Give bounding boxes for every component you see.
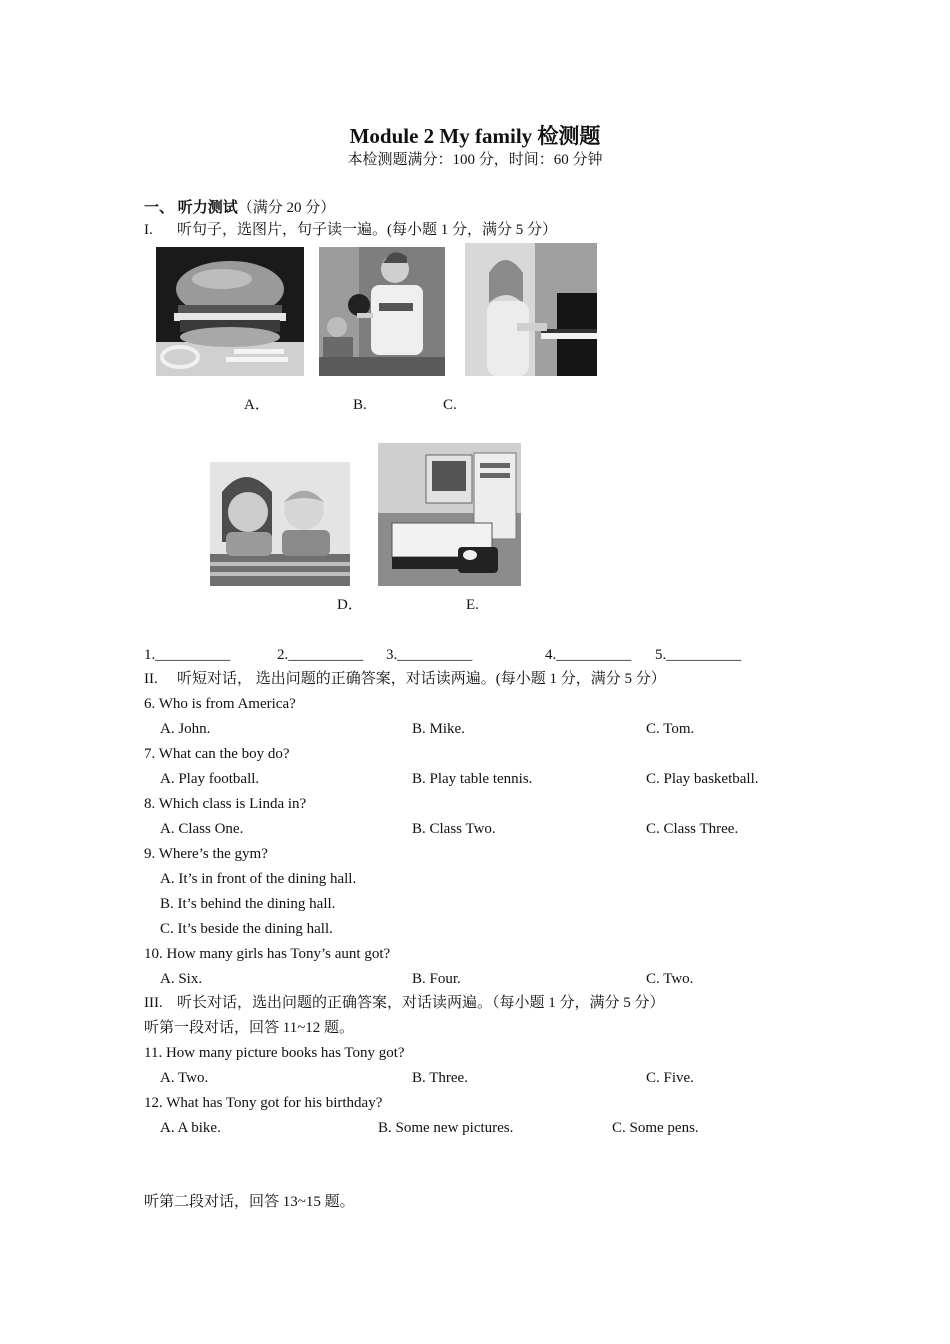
part2-number: II. [144, 671, 158, 687]
q7-option-b[interactable]: B. Play table tennis. [412, 771, 533, 787]
piano-player-icon [465, 243, 597, 376]
hamburger-icon [156, 247, 304, 376]
q10-option-a[interactable]: A. Six. [160, 971, 203, 987]
answer-blank-3[interactable]: 3.__________ [386, 647, 473, 663]
dialog2-instruction: 听第二段对话，回答 13~15 题。 [144, 1194, 355, 1210]
q12-option-b[interactable]: B. Some new pictures. [378, 1120, 514, 1136]
q7-option-c[interactable]: C. Play basketball. [646, 771, 759, 787]
q8-option-c[interactable]: C. Class Three. [646, 821, 739, 837]
page-title: Module 2 My family 检测题 [349, 124, 601, 148]
picture-b-table-tennis [319, 247, 445, 376]
picture-d-children [210, 462, 350, 586]
part2-instruction: 听短对话， 选出问题的正确答案，对话读两遍。(每小题 1 分，满分 5 分） [177, 671, 666, 687]
picture-e-computer [378, 443, 521, 586]
label-b: B. [353, 397, 367, 413]
question-10: 10. How many girls has Tony’s aunt got? [144, 946, 391, 962]
q10-option-b[interactable]: B. Four. [412, 971, 461, 987]
q6-option-a[interactable]: A. John. [160, 721, 211, 737]
section-heading [144, 201, 335, 216]
q10-option-c[interactable]: C. Two. [646, 971, 694, 987]
question-8: 8. Which class is Linda in? [144, 796, 307, 812]
q11-option-c[interactable]: C. Five. [646, 1070, 694, 1086]
q9-option-c[interactable]: C. It’s beside the dining hall. [160, 921, 333, 937]
dialog1-instruction: 听第一段对话，回答 11~12 题。 [144, 1020, 355, 1036]
q6-option-c[interactable]: C. Tom. [646, 721, 695, 737]
children-icon [210, 462, 350, 586]
question-11: 11. How many picture books has Tony got? [144, 1045, 405, 1061]
part3-instruction: 听长对话，选出问题的正确答案，对话读两遍。（每小题 1 分，满分 5 分） [177, 995, 665, 1011]
label-e: E. [466, 597, 479, 613]
section-heading-text: 一、 听力测试 [144, 200, 238, 216]
answer-blank-4[interactable]: 4.__________ [545, 647, 632, 663]
q7-option-a[interactable]: A. Play football. [160, 771, 260, 787]
page-subtitle: 本检测题满分：100 分，时间：60 分钟 [347, 152, 603, 168]
question-9: 9. Where’s the gym? [144, 846, 268, 862]
answer-blank-2[interactable]: 2.__________ [277, 647, 364, 663]
question-7: 7. What can the boy do? [144, 746, 290, 762]
picture-c-piano [465, 243, 597, 376]
question-12: 12. What has Tony got for his birthday? [144, 1095, 383, 1111]
label-a: A． [244, 397, 270, 413]
part1-instruction: 听句子，选图片，句子读一遍。(每小题 1 分，满分 5 分） [177, 222, 557, 238]
q9-option-a[interactable]: A. It’s in front of the dining hall. [160, 871, 357, 887]
section-score: （满分 20 分） [237, 200, 336, 216]
q12-option-a[interactable]: A. A bike. [160, 1120, 221, 1136]
q12-option-c[interactable]: C. Some pens. [612, 1120, 699, 1136]
answer-blank-1[interactable]: 1.__________ [144, 647, 231, 663]
part1-number: I. [144, 222, 153, 238]
q9-option-b[interactable]: B. It’s behind the dining hall. [160, 896, 336, 912]
q8-option-a[interactable]: A. Class One. [160, 821, 244, 837]
label-c: C. [443, 397, 457, 413]
question-6: 6. Who is from America? [144, 696, 296, 712]
computer-icon [378, 443, 521, 586]
q11-option-b[interactable]: B. Three. [412, 1070, 468, 1086]
table-tennis-player-icon [319, 247, 445, 376]
label-d: D． [337, 597, 363, 613]
q11-option-a[interactable]: A. Two. [160, 1070, 209, 1086]
picture-a-hamburger [156, 247, 304, 376]
q6-option-b[interactable]: B. Mike. [412, 721, 465, 737]
answer-blank-5[interactable]: 5.__________ [655, 647, 742, 663]
q8-option-b[interactable]: B. Class Two. [412, 821, 496, 837]
part3-number: III. [144, 995, 163, 1011]
